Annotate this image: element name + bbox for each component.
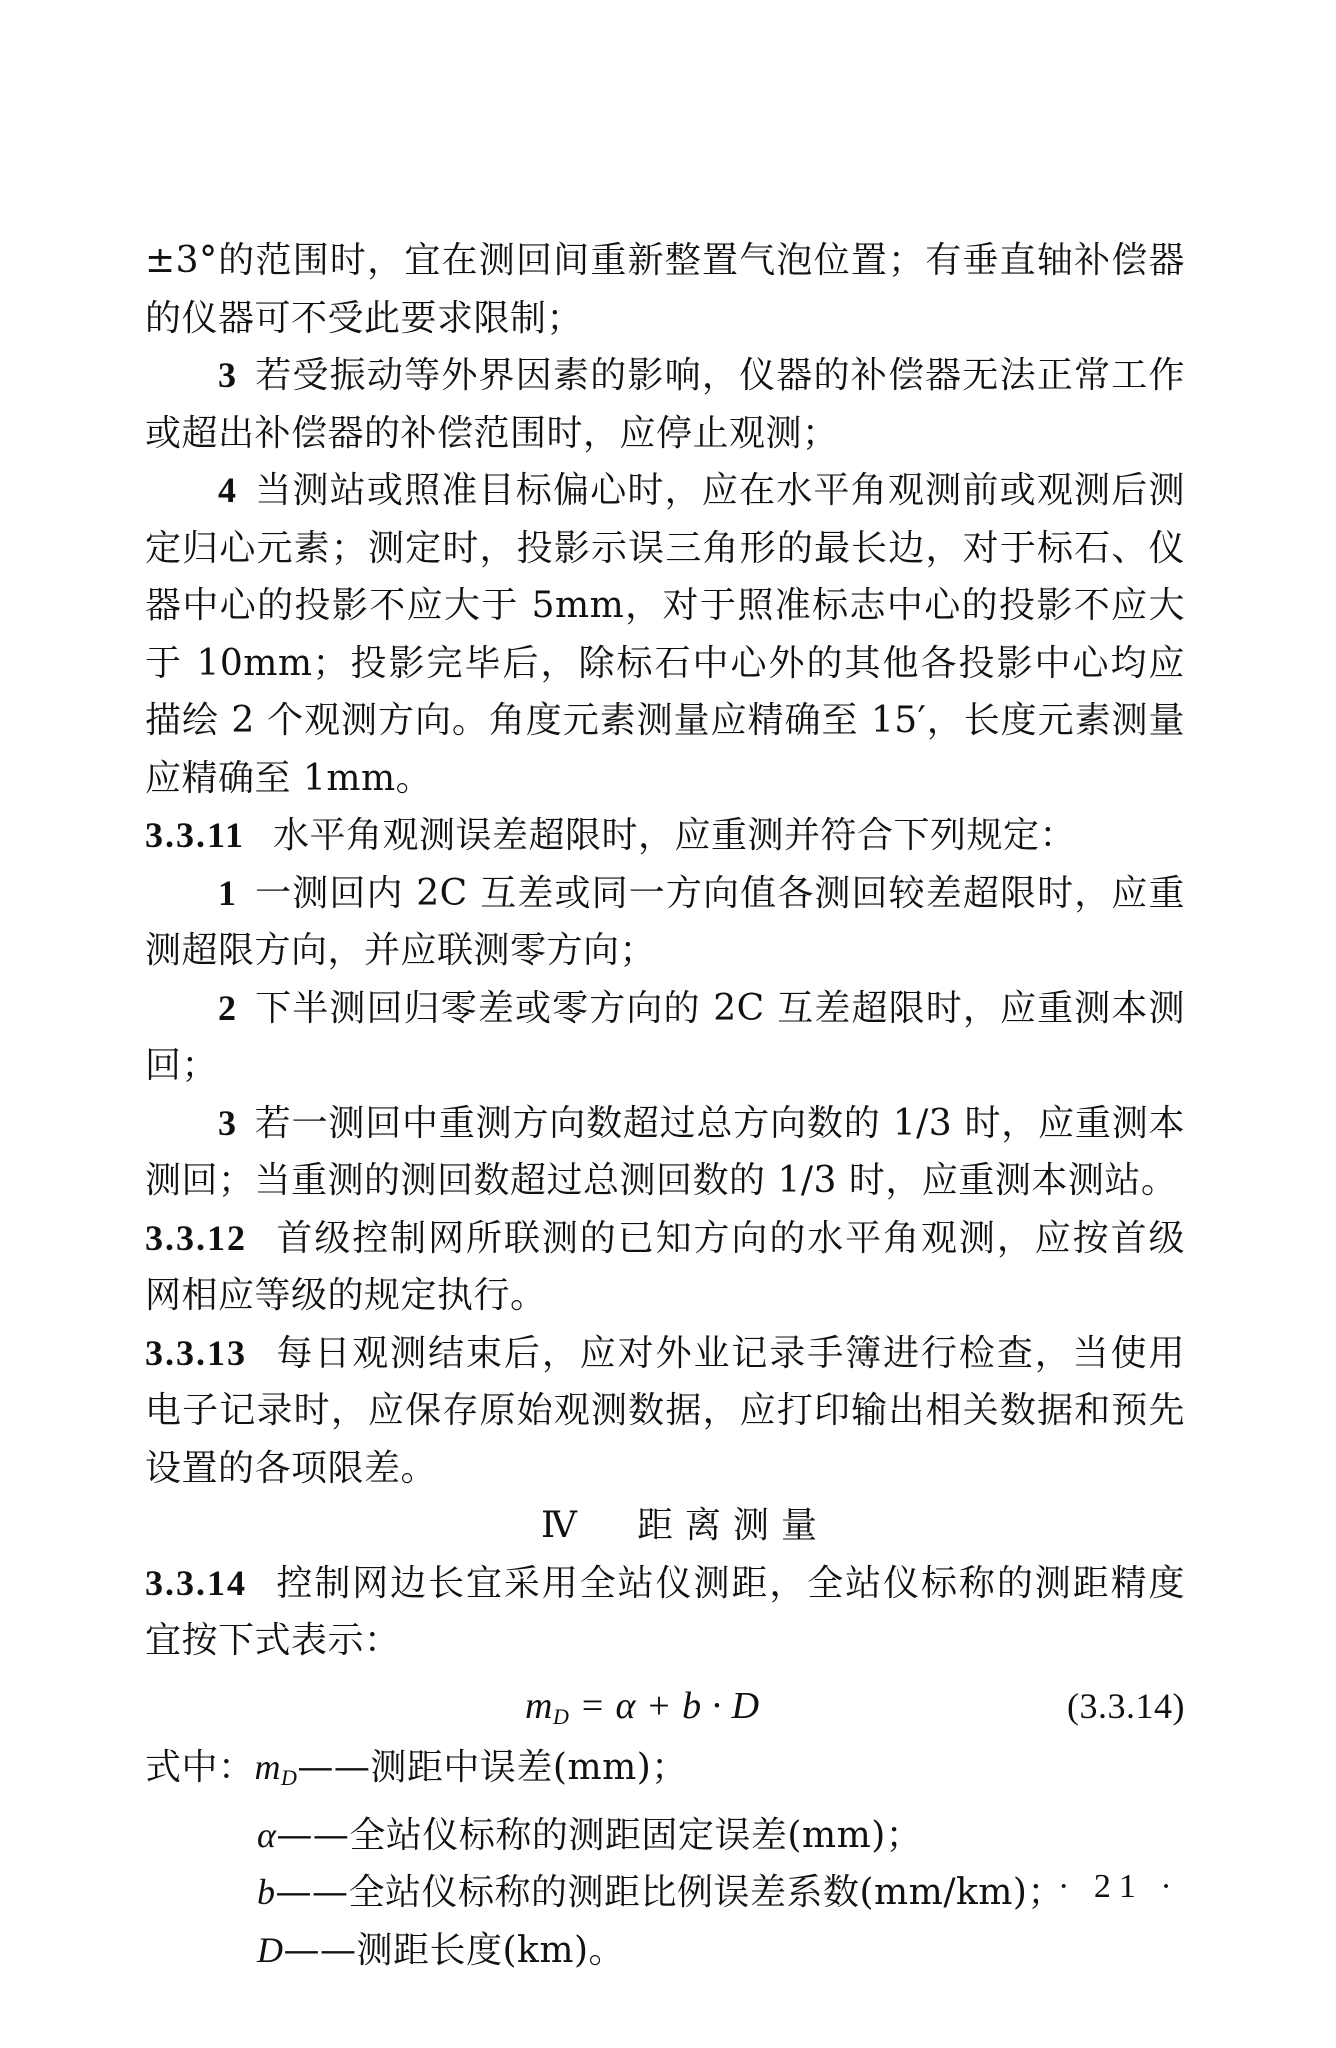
clause-text: 水平角观测误差超限时，应重测并符合下列规定：: [273, 815, 1077, 856]
clause-number: 3.3.11: [145, 815, 246, 855]
item-number: 2: [218, 987, 237, 1028]
where-symbol: b: [257, 1872, 276, 1912]
formula-rhs: = α + b · D: [569, 1684, 760, 1727]
item-text: 当测站或照准目标偏心时，应在水平角观测前或观测后测定归心元素；测定时，投影示误三角形的最长边，对于标石、仪器中心的投影不应大于 5mm，对于照准标志中心的投影不应大于 10mm；投影完毕后，除标石中心外的其他各投影中心均应描绘 2 个观测方向。角度元素测量应精确至 15′，长度元素测量应精确至 1mm。: [145, 470, 1185, 799]
section-heading: [145, 1497, 1185, 1555]
clause-3-3-13: [145, 1325, 1185, 1498]
section-title: 距离测量: [636, 1505, 829, 1546]
clause-3-3-11-item-1: [145, 865, 1185, 980]
section-roman-numeral: Ⅳ: [541, 1505, 589, 1546]
item-number: 3: [218, 355, 237, 395]
where-symbol-subscript: D: [281, 1765, 298, 1790]
where-description: ——测距中误差(mm)；: [297, 1747, 688, 1788]
where-item: [145, 1922, 1185, 1980]
clause-3-3-11: [145, 807, 1185, 865]
item-text: 若受振动等外界因素的影响，仪器的补偿器无法正常工作或超出补偿器的补偿范围时，应停止观测；: [145, 355, 1185, 454]
clause-text: 控制网边长宜采用全站仪测距，全站仪标称的测距精度宜按下式表示：: [145, 1562, 1185, 1661]
where-prefix: 式中：: [145, 1747, 255, 1788]
formula-number: (3.3.14): [1067, 1685, 1185, 1726]
body-text: [145, 232, 1185, 1979]
formula-lhs: m: [525, 1684, 553, 1727]
where-description: ——测距长度(km)。: [283, 1929, 626, 1971]
item-number: 3: [218, 1102, 237, 1143]
clause-number: 3.3.14: [145, 1562, 247, 1603]
where-symbol: α: [257, 1814, 277, 1855]
item-4-paragraph: [145, 462, 1185, 807]
item-text: 下半测回归零差或零方向的 2C 互差超限时，应重测本测回；: [145, 987, 1185, 1086]
item-3-paragraph: [145, 347, 1185, 462]
where-item: [145, 1864, 1185, 1922]
clause-3-3-12: [145, 1210, 1185, 1325]
clause-text: 每日观测结束后，应对外业记录手簿进行检查，当使用电子记录时，应保存原始观测数据，应打印输出相关数据和预先设置的各项限差。: [145, 1332, 1185, 1489]
clause-number: 3.3.12: [145, 1217, 247, 1258]
where-symbol: m: [254, 1747, 282, 1787]
formula: [525, 1678, 760, 1746]
continuation-paragraph: ±3°的范围时，宜在测回间重新整置气泡位置；有垂直轴补偿器的仪器可不受此要求限制；: [145, 240, 1185, 339]
item-text: 若一测回中重测方向数超过总方向数的 1/3 时，应重测本测回；当重测的测回数超过总测回数的 1/3 时，应重测本测站。: [145, 1102, 1185, 1201]
item-number: 1: [218, 872, 237, 913]
page-number: · 21 ·: [1058, 1868, 1180, 1905]
where-symbol: D: [257, 1929, 284, 1970]
where-description: ——全站仪标称的测距固定误差(mm)；: [276, 1814, 923, 1856]
clause-text: 首级控制网所联测的已知方向的水平角观测，应按首级网相应等级的规定执行。: [145, 1217, 1185, 1316]
item-text: 一测回内 2C 互差或同一方向值各测回较差超限时，应重测超限方向，并应联测零方向；: [145, 872, 1185, 971]
item-number: 4: [218, 470, 237, 510]
clause-3-3-11-item-3: [145, 1095, 1185, 1210]
where-description: ——全站仪标称的测距比例误差系数(mm/km)；: [275, 1872, 1064, 1913]
formula-row: [145, 1678, 1185, 1736]
clause-3-3-14: [145, 1555, 1185, 1670]
where-line: [145, 1739, 1185, 1807]
clause-3-3-11-item-2: [145, 980, 1185, 1095]
where-item: [145, 1807, 1185, 1865]
formula-lhs-subscript: D: [552, 1703, 570, 1729]
clause-number: 3.3.13: [145, 1332, 247, 1373]
